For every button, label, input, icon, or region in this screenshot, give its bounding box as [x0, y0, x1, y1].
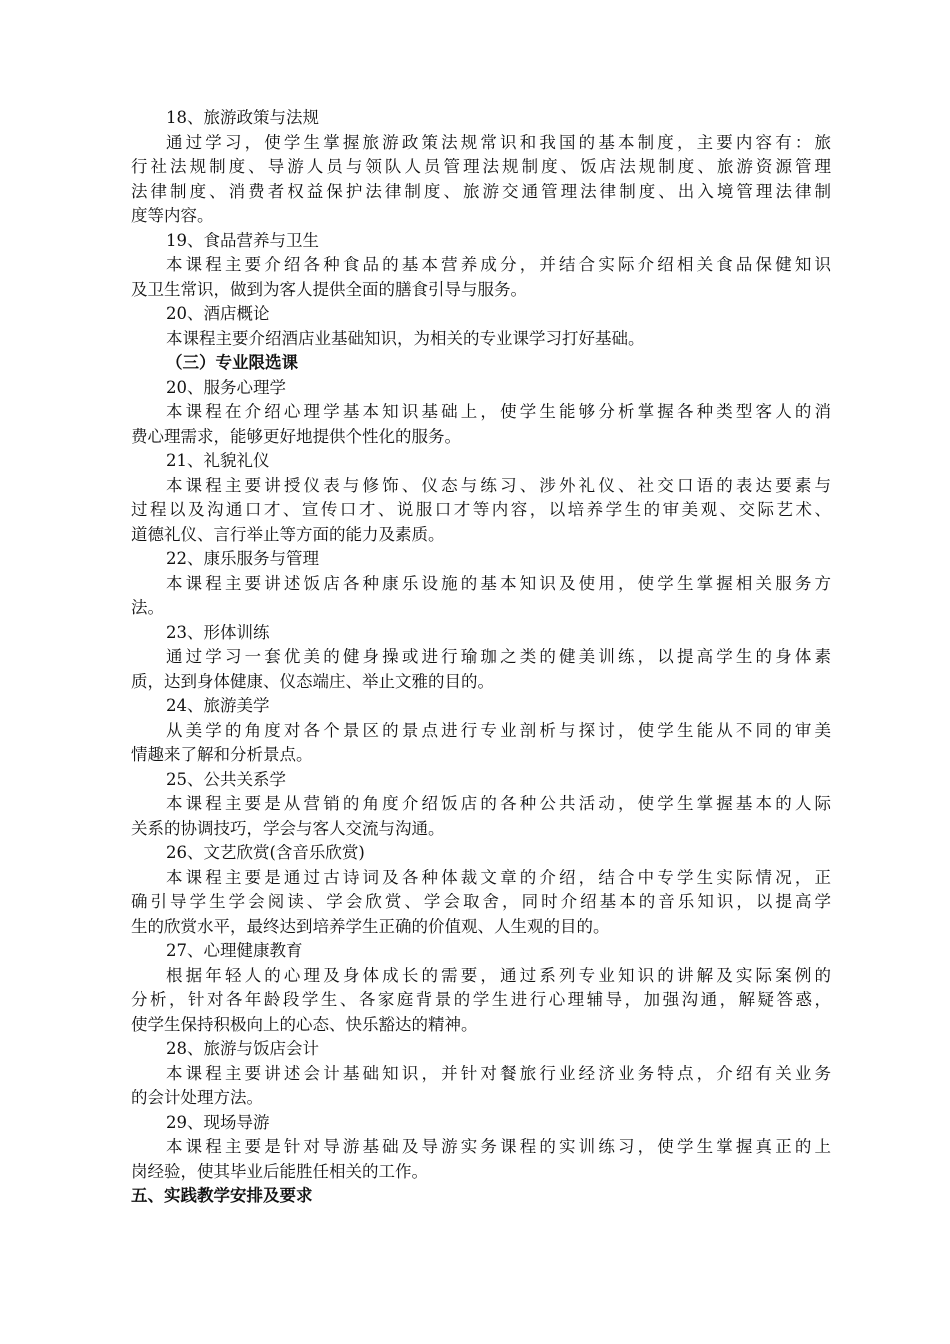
text-line: 过程以及沟通口才、宣传口才、说服口才等内容，以培养学生的审美观、交际艺术、: [131, 500, 831, 519]
text-line: 23、形体训练: [166, 622, 270, 642]
text-line: 及卫生常识，做到为客人提供全面的膳食引导与服务。: [131, 279, 527, 299]
text-line: 25、公共关系学: [166, 769, 286, 789]
text-line: 本课程主要讲述饭店各种康乐设施的基本知识及使用，使学生掌握相关服务方: [166, 573, 831, 593]
text-line: 本课程在介绍心理学基本知识基础上，使学生能够分析掌握各种类型客人的消: [166, 402, 831, 421]
text-line: 27、心理健康教育: [166, 941, 303, 960]
text-line: 道德礼仪、言行举止等方面的能力及素质。: [131, 524, 445, 544]
text-line: 通过学习一套优美的健身操或进行瑜珈之类的健美训练，以提高学生的身体素: [166, 647, 831, 666]
text-line: 26、文艺欣赏(含音乐欣赏): [166, 843, 365, 862]
text-line: 法律制度、消费者权益保护法律制度、旅游交通管理法律制度、出入境管理法律制: [131, 181, 831, 201]
text-line: 法。: [131, 598, 164, 617]
text-line: 分析，针对各年龄段学生、各家庭背景的学生进行心理辅导，加强沟通，解疑答惑，: [131, 990, 831, 1009]
text-line: 确引导学生学会阅读、学会欣赏、学会取舍，同时介绍基本的音乐知识，以提高学: [131, 892, 831, 911]
text-line: 的会计处理方法。: [131, 1088, 263, 1107]
text-line: 20、服务心理学: [166, 377, 286, 397]
text-line: 关系的协调技巧，学会与客人交流与沟通。: [131, 818, 445, 838]
text-line: 费心理需求，能够更好地提供个性化的服务。: [131, 426, 461, 446]
text-line: 质，达到身体健康、仪态端庄、举止文雅的目的。: [131, 671, 494, 691]
text-line: 通过学习，使学生掌握旅游政策法规常识和我国的基本制度，主要内容有：旅: [166, 132, 831, 152]
text-line: 使学生保持积极向上的心态、快乐豁达的精神。: [131, 1014, 478, 1034]
text-line: 根据年轻人的心理及身体成长的需要，通过系列专业知识的讲解及实际案例的: [166, 965, 831, 985]
text-line: 情趣来了解和分析景点。: [131, 745, 313, 764]
text-line: 21、礼貌礼仪: [166, 451, 270, 470]
document-body: [131, 106, 831, 1209]
text-line: 本课程主要是从营销的角度介绍饭店的各种公共活动，使学生掌握基本的人际: [166, 794, 831, 813]
text-line: 生的欣赏水平，最终达到培养学生正确的价值观、人生观的目的。: [131, 916, 610, 936]
text-line: 从美学的角度对各个景区的景点进行专业剖析与探讨，使学生能从不同的审美: [166, 720, 831, 740]
section-heading: （三）专业限选课: [166, 353, 298, 372]
text-line: 本课程主要讲述会计基础知识，并针对餐旅行业经济业务特点，介绍有关业务: [166, 1063, 831, 1083]
text-line: 岗经验，使其毕业后能胜任相关的工作。: [131, 1161, 428, 1181]
text-line: 28、旅游与饭店会计: [166, 1039, 319, 1058]
text-line: 本课程主要讲授仪表与修饰、仪态与练习、涉外礼仪、社交口语的表达要素与: [166, 475, 831, 495]
text-line: 度等内容。: [131, 206, 214, 225]
text-line: 19、食品营养与卫生: [166, 230, 319, 250]
text-line: 本课程主要介绍各种食品的基本营养成分，并结合实际介绍相关食品保健知识: [166, 255, 831, 274]
text-line: 29、现场导游: [166, 1112, 270, 1132]
text-line: 本课程主要是通过古诗词及各种体裁文章的介绍，结合中专学生实际情况，正: [166, 867, 831, 887]
text-line: 20、酒店概论: [166, 304, 270, 323]
text-line: 24、旅游美学: [166, 696, 270, 715]
text-line: 本课程主要介绍酒店业基础知识，为相关的专业课学习打好基础。: [166, 328, 645, 348]
text-line: 22、康乐服务与管理: [166, 549, 319, 568]
text-line: 行社法规制度、导游人员与领队人员管理法规制度、饭店法规制度、旅游资源管理: [131, 157, 831, 176]
text-line: 本课程主要是针对导游基础及导游实务课程的实训练习，使学生掌握真正的上: [166, 1137, 831, 1156]
section-heading: 五、实践教学安排及要求: [131, 1186, 313, 1205]
text-line: 18、旅游政策与法规: [166, 108, 319, 127]
